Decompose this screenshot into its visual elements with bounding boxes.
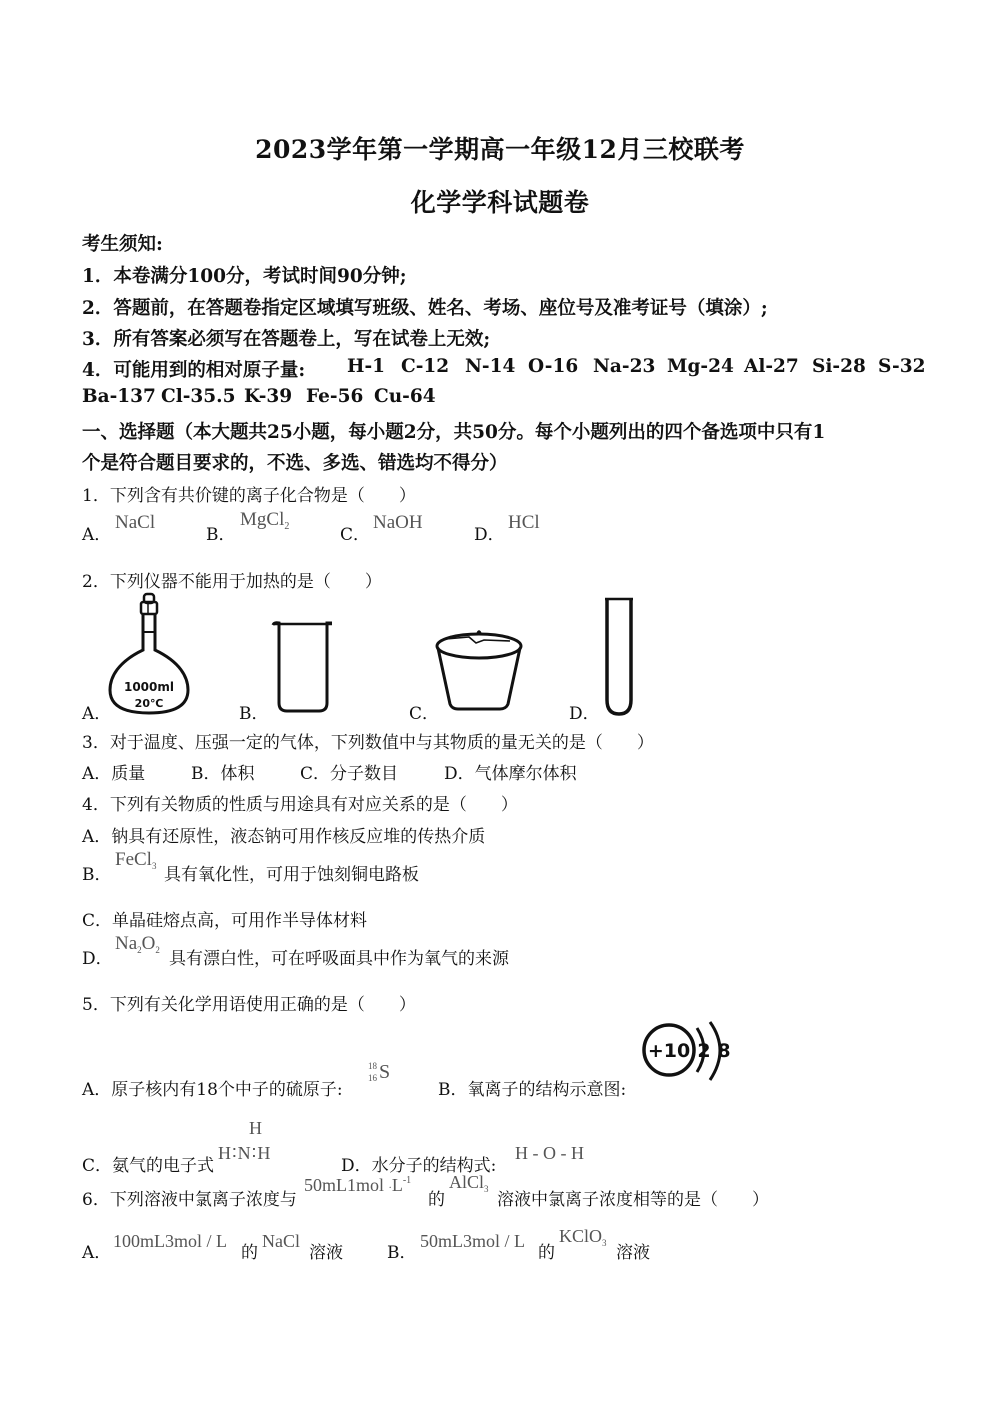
flask-temperature-label: 20℃: [134, 697, 164, 710]
atomic-mass-Al: Al-27: [744, 356, 799, 377]
q6-stem-salt: AlCl$_3$: [449, 1172, 489, 1194]
atomic-mass-Cl: Cl-35.5: [161, 386, 236, 407]
q6-stem-suffix: 溶液中氯离子浓度相等的是（ ）: [497, 1190, 769, 1210]
volumetric-flask-image: [108, 592, 198, 716]
notice-item-4: [82, 356, 305, 382]
section-heading-cont: 个是符合题目要求的，不选、多选、错选均不得分）: [82, 453, 508, 474]
q3-option-d: D．气体摩尔体积: [444, 764, 577, 784]
oxygen-ion-structure-diagram: [640, 1020, 740, 1090]
atomic-mass-Mg: Mg-24: [667, 356, 734, 377]
q5-stem: 5．下列有关化学用语使用正确的是（ ）: [82, 995, 416, 1015]
q4-option-c: C．单晶硅熔点高，可用作半导体材料: [82, 911, 368, 931]
q1-option-d-formula: HCl: [508, 512, 540, 533]
atomic-mass-Cu: Cu-64: [374, 386, 436, 407]
atomic-mass-O: O-16: [528, 356, 579, 377]
q6-option-b-concentration: 50mL3mol / L: [420, 1231, 525, 1251]
q1-option-b: B．: [206, 525, 236, 545]
q1-option-c-formula: NaOH: [373, 512, 423, 533]
q4-option-d-formula: $Na_2O_2$: [115, 933, 160, 955]
shell-1-electrons: 2: [697, 1040, 711, 1062]
atomic-mass-Si: Si-28: [812, 356, 866, 377]
water-structural-formula: H - O - H: [515, 1143, 584, 1163]
ammonia-top-h: H: [249, 1118, 262, 1138]
notice-heading: 考生须知:: [82, 234, 163, 255]
q6-option-b-end: 溶液: [616, 1243, 650, 1263]
notice-item-3: 3．所有答案必须写在答题卷上，写在试卷上无效;: [82, 329, 491, 350]
notice-item-1: 1．本卷满分100分，考试时间90分钟;: [82, 266, 407, 287]
q1-option-d: D．: [474, 525, 505, 545]
q1-option-a-formula: NaCl: [115, 512, 156, 533]
q4-option-a: A．钠具有还原性，液态钠可用作核反应堆的传热介质: [82, 827, 486, 847]
nucleus-charge: +10: [647, 1040, 691, 1062]
flask-volume-label: 1000ml: [123, 680, 175, 694]
atomic-mass-C: C-12: [401, 356, 450, 377]
atomic-mass-Na: Na-23: [593, 356, 656, 377]
q6-option-a-salt: NaCl: [262, 1231, 300, 1251]
q4-stem: 4．下列有关物质的性质与用途具有对应关系的是（ ）: [82, 795, 518, 815]
q6-option-a-end: 溶液: [309, 1243, 343, 1263]
notice-item-2: 2．答题前，在答题卷指定区域填写班级、姓名、考场、座位号及准考证号（填涂）;: [82, 298, 768, 319]
atomic-mass-K: K-39: [244, 386, 293, 407]
q4-option-d-text: 具有漂白性，可在呼吸面具中作为氧气的来源: [169, 949, 509, 969]
q3-option-c: C．分子数目: [300, 764, 399, 784]
exam-title: 2023学年第一学期高一年级12月三校联考: [255, 135, 745, 164]
q3-stem: 3．对于温度、压强一定的气体，下列数值中与其物质的量无关的是（ ）: [82, 733, 654, 753]
q6-stem: 6．下列溶液中氯离子浓度与: [82, 1190, 297, 1210]
q6-option-a-concentration: 100mL3mol / L: [113, 1231, 227, 1251]
shell-2-electrons: 8: [717, 1040, 731, 1062]
exam-subtitle: 化学学科试题卷: [410, 188, 590, 217]
crucible-image: [434, 626, 526, 712]
q6-stem-de: 的: [428, 1190, 445, 1210]
q6-option-b-de: 的: [538, 1243, 555, 1263]
test-tube-image: [600, 596, 636, 718]
q4-option-d: D．: [82, 949, 113, 969]
q4-option-b: B．: [82, 865, 112, 885]
q4-option-b-formula: FeCl$_3$: [115, 849, 157, 871]
atomic-mass-H: H-1: [347, 356, 386, 377]
atomic-mass-Ba: Ba-137: [82, 386, 156, 407]
q2-option-b: B．: [239, 704, 269, 724]
q1-option-a: A．: [82, 525, 112, 545]
q5-option-a: A．原子核内有18个中子的硫原子:: [82, 1080, 343, 1100]
q6-option-a: A．: [82, 1243, 112, 1263]
q6-option-b: B．: [387, 1243, 417, 1263]
q6-option-b-salt: KClO$_3$: [559, 1226, 607, 1248]
q3-option-a: A．质量: [82, 764, 146, 784]
section-heading: 一、选择题（本大题共25小题，每小题2分，共50分。每个小题列出的四个备选项中只有1: [82, 422, 826, 443]
q2-option-a: A．: [82, 704, 112, 724]
beaker-image: [270, 620, 336, 716]
ammonia-electron-formula: H∶N∶H: [218, 1143, 272, 1163]
q4-option-b-text: 具有氧化性，可用于蚀刻铜电路板: [164, 865, 419, 885]
q1-option-c: C．: [340, 525, 371, 545]
q5-option-b: B．氧离子的结构示意图:: [438, 1080, 627, 1100]
q3-option-b: B．体积: [191, 764, 255, 784]
q1-stem: 1．下列含有共价键的离子化合物是（ ）: [82, 486, 416, 506]
q2-stem: 2．下列仪器不能用于加热的是（ ）: [82, 572, 382, 592]
q5-option-d: D．水分子的结构式:: [341, 1156, 497, 1176]
q6-option-a-de: 的: [241, 1243, 258, 1263]
q6-stem-concentration: $50mL1mol \cdot L^{-1}$: [304, 1175, 412, 1195]
q1-option-b-formula: MgCl$_2$: [240, 509, 290, 532]
q5-option-c: C．氨气的电子式: [82, 1156, 215, 1176]
atomic-mass-Fe: Fe-56: [306, 386, 364, 407]
atomic-mass-N: N-14: [465, 356, 516, 377]
atomic-mass-S: S-32: [878, 356, 926, 377]
q2-option-c: C．: [409, 704, 440, 724]
q2-option-d: D．: [569, 704, 600, 724]
atomic-mass-label: 4．可能用到的相对原子量:: [82, 360, 306, 381]
